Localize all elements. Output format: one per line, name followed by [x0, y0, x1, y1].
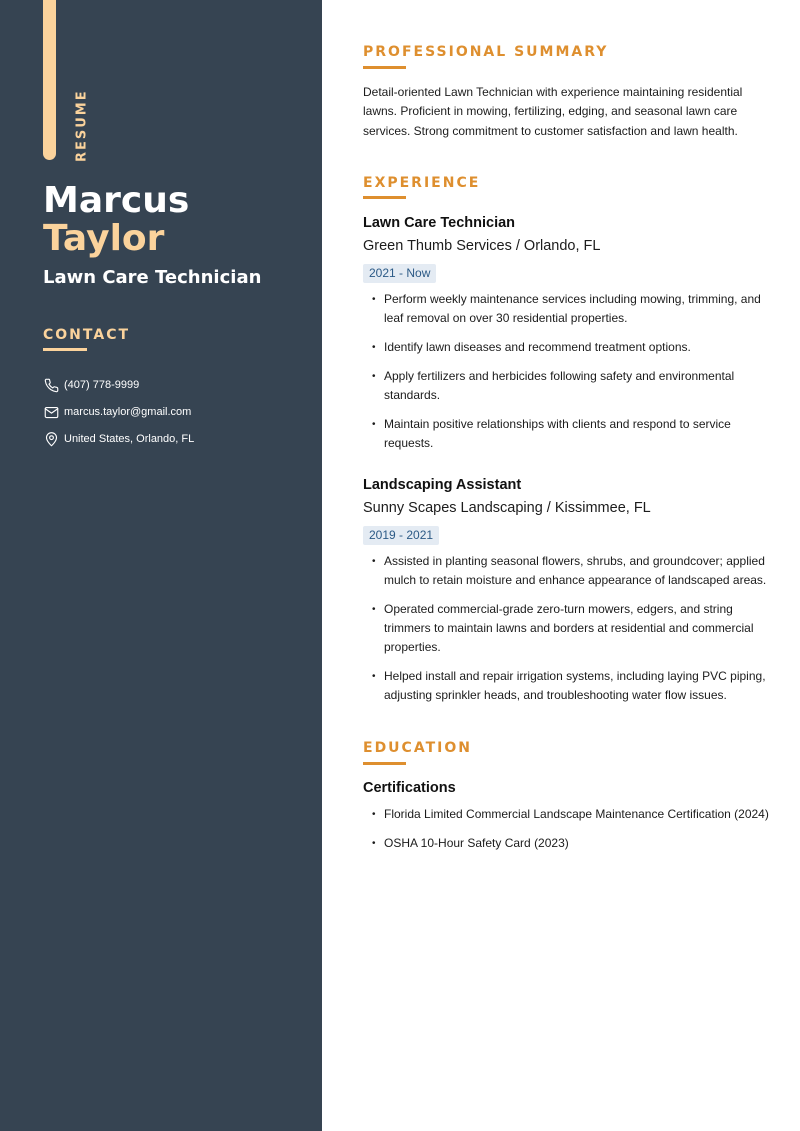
job-role: Lawn Care Technician: [363, 215, 516, 231]
location-pin-icon: [43, 431, 59, 447]
contact-underline: [43, 348, 87, 351]
contact-email[interactable]: [43, 403, 191, 421]
list-item: • OSHA 10-Hour Safety Card (2023): [363, 834, 773, 853]
certifications-title: Certifications: [363, 780, 456, 796]
contact-phone[interactable]: [43, 376, 139, 394]
list-item: • Apply fertilizers and herbicides following safety and environmental standards.: [363, 367, 773, 405]
list-item: • Identify lawn diseases and recommend treatment options.: [363, 338, 773, 357]
sidebar: [0, 0, 322, 1131]
mail-icon: [43, 404, 59, 420]
contact-phone-text: (407) 778-9999: [64, 379, 140, 391]
education-underline: [363, 762, 406, 765]
job-role: Landscaping Assistant: [363, 477, 522, 493]
resume-tag: RESUME: [74, 89, 90, 162]
job-bullets: [363, 552, 773, 715]
contact-location: [43, 430, 194, 448]
list-item: • Helped install and repair irrigation systems, including laying PVC piping, adjusting sprinkler heads, and troubleshooting water flow issues.: [363, 667, 773, 705]
job-company: Green Thumb Services / Orlando, FL: [363, 238, 601, 254]
job-company: Sunny Scapes Landscaping / Kissimmee, FL: [363, 500, 651, 516]
summary-heading: PROFESSIONAL SUMMARY: [363, 44, 609, 60]
experience-heading: EXPERIENCE: [363, 175, 481, 191]
contact-location-text: United States, Orlando, FL: [64, 433, 195, 445]
summary-underline: [363, 66, 406, 69]
job-bullets: [363, 290, 773, 463]
education-heading: EDUCATION: [363, 740, 472, 756]
certification-list: [363, 805, 773, 863]
list-item: • Florida Limited Commercial Landscape Maintenance Certification (2024): [363, 805, 773, 824]
phone-icon: [43, 377, 59, 393]
list-item: • Operated commercial-grade zero-turn mowers, edgers, and string trimmers to maintain lawns and borders at residential and commercial properties.: [363, 600, 773, 657]
experience-underline: [363, 196, 406, 199]
list-item: • Perform weekly maintenance services including mowing, trimming, and leaf removal on over 30 residential properties.: [363, 290, 773, 328]
date-badge: 2019 - 2021: [363, 526, 439, 545]
accent-bar: [43, 0, 56, 160]
list-item: • Assisted in planting seasonal flowers, shrubs, and groundcover; applied mulch to retain moisture and enhance appearance of landscaped areas.: [363, 552, 773, 590]
contact-email-text: marcus.taylor@gmail.com: [64, 406, 192, 418]
contact-heading: CONTACT: [43, 327, 131, 343]
last-name: Taylor: [43, 218, 165, 259]
first-name: Marcus: [43, 180, 190, 221]
job-title: Lawn Care Technician: [43, 267, 262, 288]
date-badge: 2021 - Now: [363, 264, 436, 283]
summary-text: Detail-oriented Lawn Technician with experience maintaining residential lawns. Proficient in mowing, fertilizing, edging, and seasonal lawn care services. Strong commitment to customer satisfaction and lawn health.: [363, 85, 743, 138]
list-item: • Maintain positive relationships with clients and respond to service requests.: [363, 415, 773, 453]
